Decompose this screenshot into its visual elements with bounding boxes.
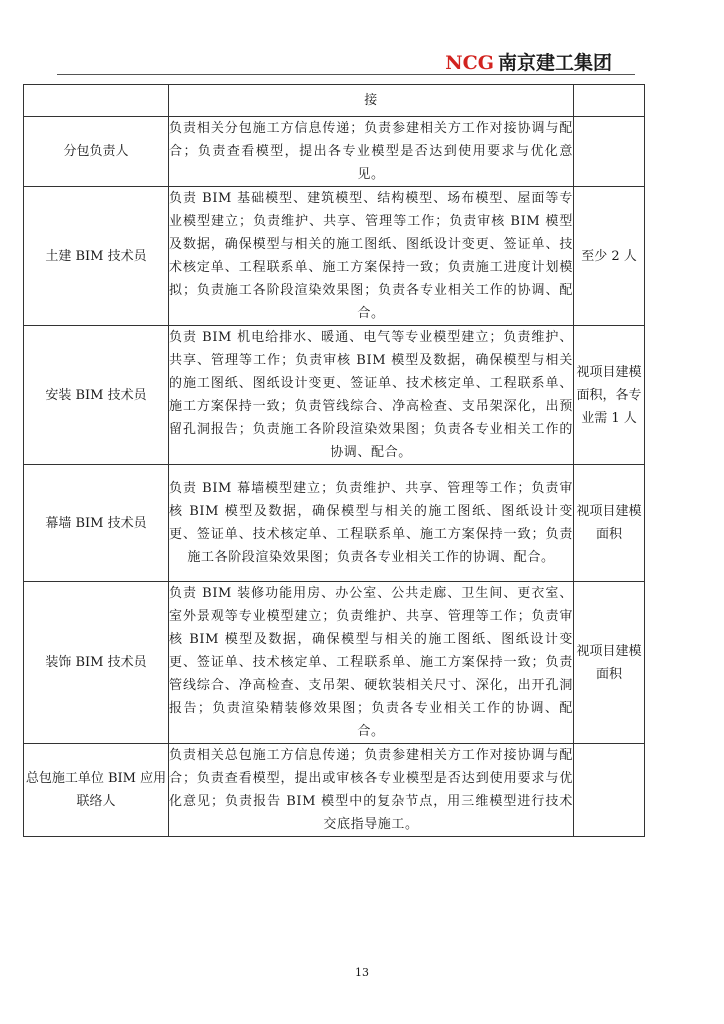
table-row-continued-header [24,85,645,117]
staffing-cell [574,117,645,187]
role-cell: 土建 BIM 技术员 [24,187,169,326]
staffing-cell: 视项目建模面积 [574,582,645,744]
duty-cell: 负责 BIM 装修功能用房、办公室、公共走廊、卫生间、更衣室、室外景观等专业模型建立；负责维护、共享、管理等工作；负责审核 BIM 模型及数据，确保模型与相关的施工图纸、图纸设计变更、签证单、技术核定单、工程联系单、施工方案保持一致；负责管线综合、净高检查、支吊架、硬软装相关尺寸、深化，出开孔洞报告；负责渲染精装修效果图；负责各专业相关工作的协调、配合。 [169,582,574,744]
page-number: 13 [355,966,369,979]
role-cell: 安装 BIM 技术员 [24,326,169,465]
duty-cell: 负责 BIM 机电给排水、暖通、电气等专业模型建立；负责维护、共享、管理等工作；负责审核 BIM 模型及数据，确保模型与相关的施工图纸、图纸设计变更、签证单、技术核定单、工程联系单、施工方案保持一致；负责管线综合、净高检查、支吊架深化，出预留孔洞报告；负责施工各阶段渲染效果图；负责各专业相关工作的协调、配合。 [169,326,574,465]
duty-cell: 负责相关总包施工方信息传递；负责参建相关方工作对接协调与配合；负责查看模型，提出或审核各专业模型是否达到使用要求与优化意见；负责报告 BIM 模型中的复杂节点，用三维模型进行技术交底指导施工。 [169,744,574,837]
role-cell [24,85,169,117]
company-logo [445,48,612,75]
brand-mark: NCG [445,52,494,74]
duty-cell: 负责 BIM 基础模型、建筑模型、结构模型、场布模型、屋面等专业模型建立；负责维护、共享、管理等工作；负责审核 BIM 模型及数据，确保模型与相关的施工图纸、图纸设计变更、签证单、技术核定单、工程联系单、施工方案保持一致；负责施工进度计划模拟；负责施工各阶段渲染效果图；负责各专业相关工作的协调、配合。 [169,187,574,326]
table-row [24,465,645,582]
duty-cell: 负责相关分包施工方信息传递；负责参建相关方工作对接协调与配合；负责查看模型，提出各专业模型是否达到使用要求与优化意见。 [169,117,574,187]
table-row [24,744,645,837]
role-cell: 总包施工单位 BIM 应用联络人 [24,744,169,837]
duty-cell: 负责 BIM 幕墙模型建立；负责维护、共享、管理等工作；负责审核 BIM 模型及数据，确保模型与相关的施工图纸、图纸设计变更、签证单、技术核定单、工程联系单、施工方案保持一致；负责施工各阶段渲染效果图；负责各专业相关工作的协调、配合。 [169,465,574,582]
role-cell: 装饰 BIM 技术员 [24,582,169,744]
bim-roles-table [23,84,645,837]
table-row [24,117,645,187]
table-row [24,326,645,465]
table-row [24,582,645,744]
staffing-cell [574,744,645,837]
duty-cell: 接 [169,85,574,117]
staffing-cell: 至少 2 人 [574,187,645,326]
role-cell: 分包负责人 [24,117,169,187]
company-name: 南京建工集团 [497,52,612,74]
staffing-cell: 视项目建模面积，各专业需 1 人 [574,326,645,465]
header-rule [57,74,635,75]
table-row [24,187,645,326]
staffing-cell [574,85,645,117]
staffing-cell: 视项目建模面积 [574,465,645,582]
role-cell: 幕墙 BIM 技术员 [24,465,169,582]
